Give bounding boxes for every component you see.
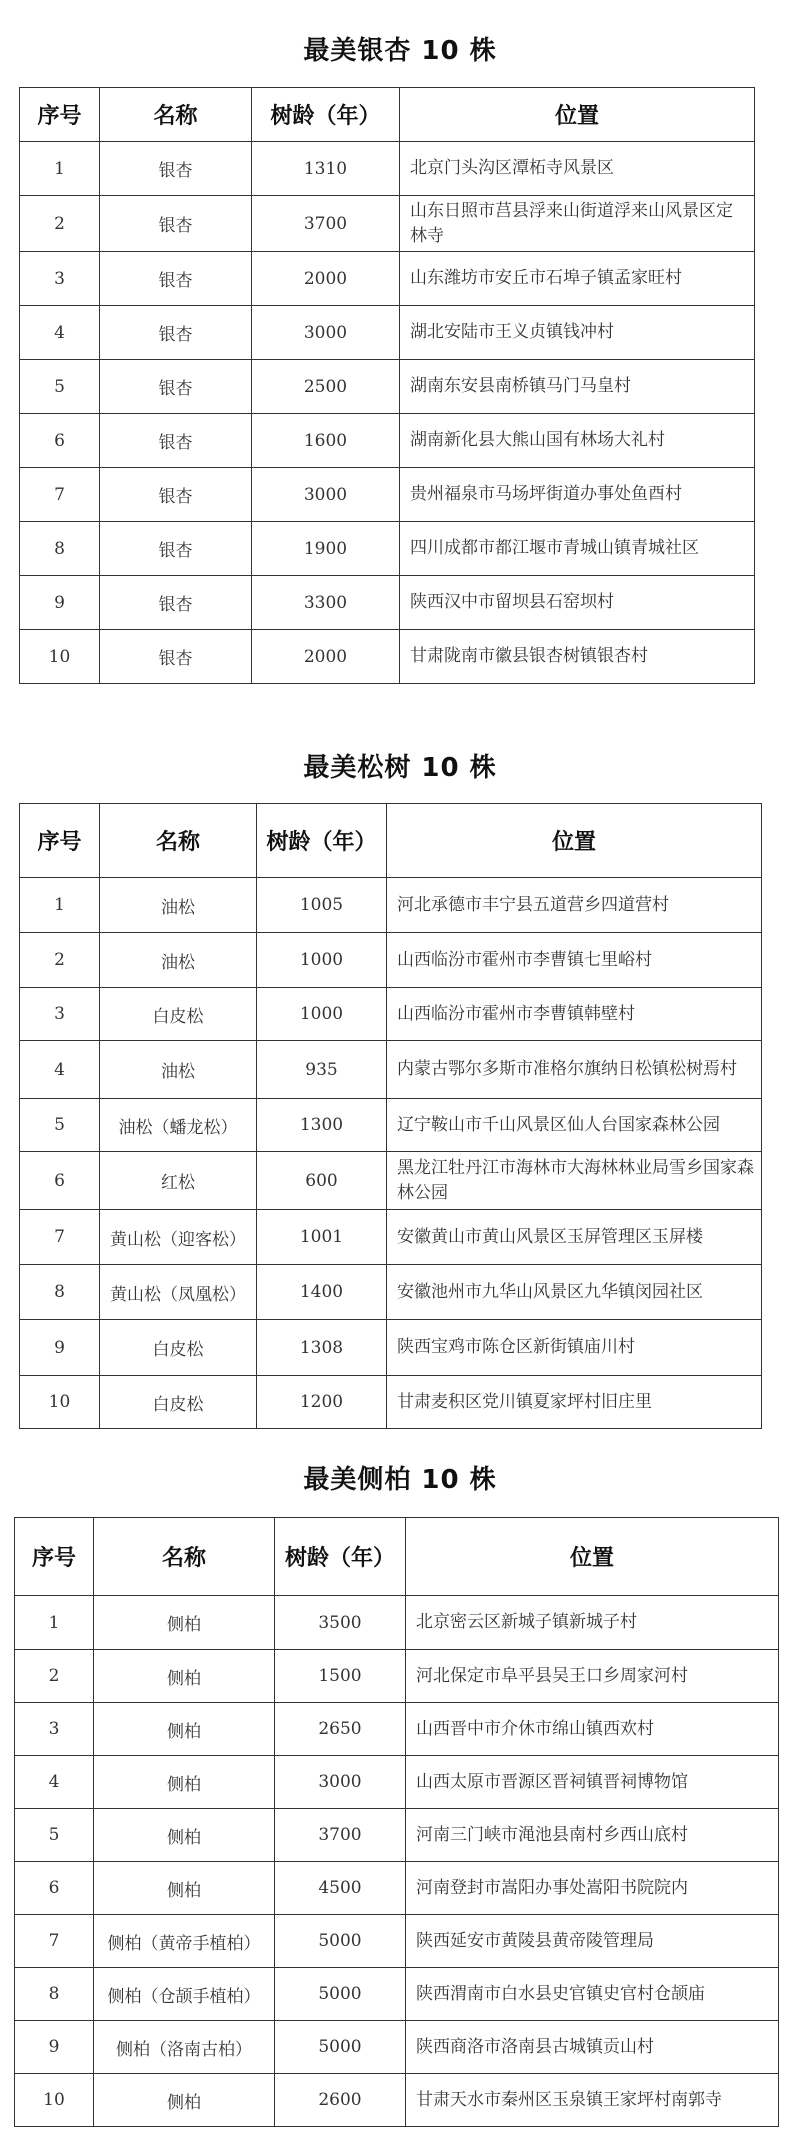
header-name: 名称 xyxy=(100,804,257,878)
cell-no: 10 xyxy=(20,630,100,684)
cell-age: 4500 xyxy=(275,1862,406,1915)
pine-title: 最美松树 10 株 xyxy=(303,753,497,783)
cell-age: 5000 xyxy=(275,1968,406,2021)
cell-name: 侧柏 xyxy=(94,1650,275,1703)
cell-no: 8 xyxy=(15,1968,94,2021)
header-location: 位置 xyxy=(406,1518,779,1596)
cell-age: 5000 xyxy=(275,1915,406,1968)
cell-name: 侧柏 xyxy=(94,1809,275,1862)
cell-location: 陕西宝鸡市陈仓区新街镇庙川村 xyxy=(387,1320,762,1376)
cell-no: 4 xyxy=(20,1041,100,1099)
table-row xyxy=(15,1650,779,1703)
cell-age: 1005 xyxy=(257,878,387,933)
table-row xyxy=(20,1041,762,1099)
header-age: 树龄（年） xyxy=(252,88,400,142)
table-row xyxy=(20,1376,762,1429)
cell-name: 侧柏 xyxy=(94,2074,275,2127)
cell-no: 3 xyxy=(20,988,100,1041)
cell-location: 黑龙江牡丹江市海林市大海林林业局雪乡国家森林公园 xyxy=(387,1152,762,1210)
table-row xyxy=(20,414,755,468)
cell-location: 山东日照市莒县浮来山街道浮来山风景区定林寺 xyxy=(400,196,755,252)
cell-no: 3 xyxy=(20,252,100,306)
cell-name: 银杏 xyxy=(100,468,252,522)
cell-name: 银杏 xyxy=(100,576,252,630)
cell-age: 1000 xyxy=(257,933,387,988)
cell-no: 1 xyxy=(20,142,100,196)
header-location: 位置 xyxy=(387,804,762,878)
cell-no: 4 xyxy=(15,1756,94,1809)
cell-location: 山西晋中市介休市绵山镇西欢村 xyxy=(406,1703,779,1756)
ginkgo-table xyxy=(19,87,755,684)
cypress-title: 最美侧柏 10 株 xyxy=(303,1465,497,1495)
cell-age: 1308 xyxy=(257,1320,387,1376)
cell-name: 侧柏 xyxy=(94,1756,275,1809)
cell-name: 侧柏（仓颉手植柏） xyxy=(94,1968,275,2021)
cell-no: 4 xyxy=(20,306,100,360)
cell-location: 北京门头沟区潭柘寺风景区 xyxy=(400,142,755,196)
cell-no: 9 xyxy=(15,2021,94,2074)
cell-location: 河北保定市阜平县吴王口乡周家河村 xyxy=(406,1650,779,1703)
cell-location: 四川成都市都江堰市青城山镇青城社区 xyxy=(400,522,755,576)
cell-no: 10 xyxy=(15,2074,94,2127)
cell-age: 1500 xyxy=(275,1650,406,1703)
cell-location: 陕西延安市黄陵县黄帝陵管理局 xyxy=(406,1915,779,1968)
cell-name: 银杏 xyxy=(100,142,252,196)
cell-no: 1 xyxy=(15,1596,94,1650)
cell-age: 1001 xyxy=(257,1210,387,1265)
table-row xyxy=(20,1152,762,1210)
cell-location: 山东潍坊市安丘市石埠子镇孟家旺村 xyxy=(400,252,755,306)
cell-no: 1 xyxy=(20,878,100,933)
cell-name: 黄山松（凤凰松） xyxy=(100,1265,257,1320)
cell-location: 陕西商洛市洛南县古城镇贡山村 xyxy=(406,2021,779,2074)
cell-name: 白皮松 xyxy=(100,1376,257,1429)
cell-name: 侧柏（黄帝手植柏） xyxy=(94,1915,275,1968)
cell-age: 2000 xyxy=(252,630,400,684)
cell-age: 1310 xyxy=(252,142,400,196)
cell-name: 油松 xyxy=(100,1041,257,1099)
cell-age: 3700 xyxy=(275,1809,406,1862)
cell-no: 7 xyxy=(20,468,100,522)
cell-age: 935 xyxy=(257,1041,387,1099)
cell-age: 2000 xyxy=(252,252,400,306)
table-row xyxy=(20,1099,762,1152)
cell-location: 河北承德市丰宁县五道营乡四道营村 xyxy=(387,878,762,933)
cell-no: 7 xyxy=(15,1915,94,1968)
cell-age: 1300 xyxy=(257,1099,387,1152)
cell-name: 银杏 xyxy=(100,522,252,576)
cell-age: 3300 xyxy=(252,576,400,630)
table-row xyxy=(15,2021,779,2074)
cell-name: 银杏 xyxy=(100,630,252,684)
cell-age: 1400 xyxy=(257,1265,387,1320)
cell-age: 2650 xyxy=(275,1703,406,1756)
cell-location: 安徽池州市九华山风景区九华镇闵园社区 xyxy=(387,1265,762,1320)
table-row xyxy=(20,252,755,306)
table-row xyxy=(20,576,755,630)
table-row xyxy=(20,196,755,252)
table-row xyxy=(15,1756,779,1809)
header-no: 序号 xyxy=(20,804,100,878)
cell-location: 山西临汾市霍州市李曹镇七里峪村 xyxy=(387,933,762,988)
cell-location: 湖南东安县南桥镇马门马皇村 xyxy=(400,360,755,414)
cell-name: 银杏 xyxy=(100,252,252,306)
cell-no: 6 xyxy=(20,414,100,468)
cell-name: 红松 xyxy=(100,1152,257,1210)
table-row xyxy=(20,522,755,576)
cell-name: 白皮松 xyxy=(100,1320,257,1376)
cell-no: 5 xyxy=(15,1809,94,1862)
cypress-table xyxy=(14,1517,779,2127)
cell-no: 3 xyxy=(15,1703,94,1756)
table-row xyxy=(20,1210,762,1265)
table-row xyxy=(20,468,755,522)
cell-location: 甘肃天水市秦州区玉泉镇王家坪村南郭寺 xyxy=(406,2074,779,2127)
table-row xyxy=(20,306,755,360)
table-row xyxy=(20,1265,762,1320)
cell-age: 1900 xyxy=(252,522,400,576)
cell-name: 黄山松（迎客松） xyxy=(100,1210,257,1265)
cell-name: 银杏 xyxy=(100,196,252,252)
pine-table xyxy=(19,803,762,1429)
cell-no: 7 xyxy=(20,1210,100,1265)
table-row xyxy=(15,1915,779,1968)
table-header-row xyxy=(15,1518,779,1596)
cell-no: 2 xyxy=(20,196,100,252)
cell-no: 2 xyxy=(15,1650,94,1703)
cell-age: 2600 xyxy=(275,2074,406,2127)
cell-no: 5 xyxy=(20,360,100,414)
cell-age: 3000 xyxy=(275,1756,406,1809)
table-row xyxy=(15,2074,779,2127)
cell-location: 甘肃陇南市徽县银杏树镇银杏村 xyxy=(400,630,755,684)
cell-no: 10 xyxy=(20,1376,100,1429)
cell-name: 银杏 xyxy=(100,414,252,468)
table-row xyxy=(15,1809,779,1862)
cell-location: 河南三门峡市渑池县南村乡西山底村 xyxy=(406,1809,779,1862)
cell-no: 5 xyxy=(20,1099,100,1152)
header-no: 序号 xyxy=(15,1518,94,1596)
cell-age: 3000 xyxy=(252,306,400,360)
cell-age: 5000 xyxy=(275,2021,406,2074)
ginkgo-title: 最美银杏 10 株 xyxy=(303,36,497,66)
cell-no: 9 xyxy=(20,1320,100,1376)
cell-no: 6 xyxy=(15,1862,94,1915)
cell-location: 陕西汉中市留坝县石窑坝村 xyxy=(400,576,755,630)
header-location: 位置 xyxy=(400,88,755,142)
cell-age: 3700 xyxy=(252,196,400,252)
cell-location: 湖北安陆市王义贞镇钱冲村 xyxy=(400,306,755,360)
cell-name: 侧柏 xyxy=(94,1596,275,1650)
cell-location: 安徽黄山市黄山风景区玉屏管理区玉屏楼 xyxy=(387,1210,762,1265)
header-no: 序号 xyxy=(20,88,100,142)
cell-location: 辽宁鞍山市千山风景区仙人台国家森林公园 xyxy=(387,1099,762,1152)
cell-name: 侧柏 xyxy=(94,1703,275,1756)
cell-no: 9 xyxy=(20,576,100,630)
table-header-row xyxy=(20,804,762,878)
cell-age: 1200 xyxy=(257,1376,387,1429)
table-row xyxy=(20,878,762,933)
cell-location: 湖南新化县大熊山国有林场大礼村 xyxy=(400,414,755,468)
cell-location: 北京密云区新城子镇新城子村 xyxy=(406,1596,779,1650)
table-row xyxy=(20,1320,762,1376)
cell-name: 侧柏 xyxy=(94,1862,275,1915)
cell-location: 甘肃麦积区党川镇夏家坪村旧庄里 xyxy=(387,1376,762,1429)
table-row xyxy=(20,933,762,988)
cell-location: 内蒙古鄂尔多斯市准格尔旗纳日松镇松树焉村 xyxy=(387,1041,762,1099)
cell-no: 8 xyxy=(20,522,100,576)
cell-name: 侧柏（洛南古柏） xyxy=(94,2021,275,2074)
cell-name: 白皮松 xyxy=(100,988,257,1041)
table-row xyxy=(20,988,762,1041)
table-row xyxy=(20,360,755,414)
cell-age: 3500 xyxy=(275,1596,406,1650)
cell-age: 3000 xyxy=(252,468,400,522)
header-name: 名称 xyxy=(100,88,252,142)
cell-age: 600 xyxy=(257,1152,387,1210)
header-age: 树龄（年） xyxy=(275,1518,406,1596)
header-name: 名称 xyxy=(94,1518,275,1596)
cell-location: 陕西渭南市白水县史官镇史官村仓颉庙 xyxy=(406,1968,779,2021)
cell-location: 贵州福泉市马场坪街道办事处鱼酉村 xyxy=(400,468,755,522)
table-row xyxy=(15,1703,779,1756)
cell-name: 银杏 xyxy=(100,360,252,414)
cell-location: 山西太原市晋源区晋祠镇晋祠博物馆 xyxy=(406,1756,779,1809)
cell-location: 河南登封市嵩阳办事处嵩阳书院院内 xyxy=(406,1862,779,1915)
cell-no: 2 xyxy=(20,933,100,988)
cell-age: 1000 xyxy=(257,988,387,1041)
table-row xyxy=(20,142,755,196)
table-row xyxy=(20,630,755,684)
table-header-row xyxy=(20,88,755,142)
table-row xyxy=(15,1968,779,2021)
cell-location: 山西临汾市霍州市李曹镇韩壁村 xyxy=(387,988,762,1041)
header-age: 树龄（年） xyxy=(257,804,387,878)
cell-no: 6 xyxy=(20,1152,100,1210)
cell-name: 银杏 xyxy=(100,306,252,360)
cell-name: 油松 xyxy=(100,878,257,933)
cell-age: 1600 xyxy=(252,414,400,468)
table-row xyxy=(15,1862,779,1915)
cell-name: 油松 xyxy=(100,933,257,988)
cell-no: 8 xyxy=(20,1265,100,1320)
cell-age: 2500 xyxy=(252,360,400,414)
cell-name: 油松（蟠龙松） xyxy=(100,1099,257,1152)
table-row xyxy=(15,1596,779,1650)
